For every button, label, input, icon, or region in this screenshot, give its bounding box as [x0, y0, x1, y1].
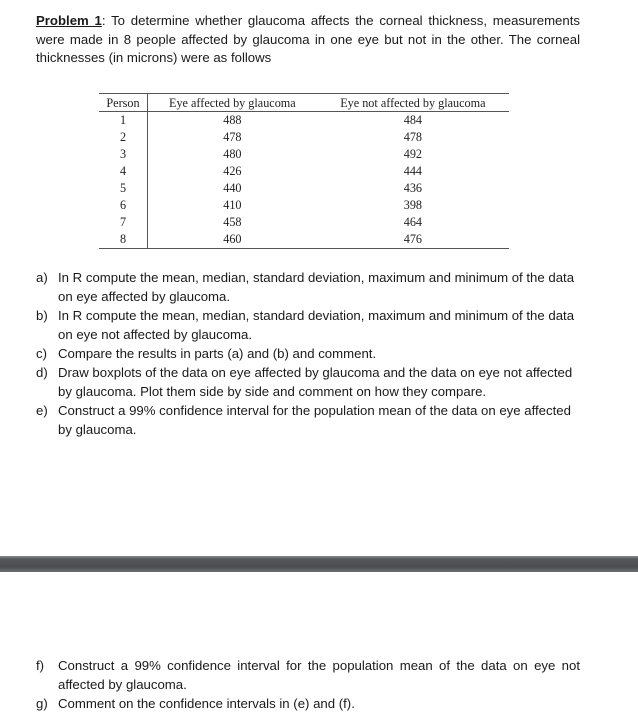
cell-person: 8 — [99, 231, 148, 249]
table-header-row — [99, 94, 509, 112]
question-item — [36, 268, 580, 306]
question-mark: g) — [36, 696, 48, 711]
cell-affected: 410 — [223, 198, 242, 212]
cell-not-affected: 436 — [403, 181, 422, 195]
cell-not-affected: 444 — [403, 164, 422, 178]
cell-affected: 458 — [223, 215, 242, 229]
cell-affected: 460 — [148, 231, 317, 249]
question-mark: e) — [36, 403, 48, 418]
cell-not-affected: 484 — [403, 113, 422, 127]
question-item — [36, 363, 580, 401]
cell-not-affected: 398 — [403, 198, 422, 212]
problem-title: Problem 1 — [36, 13, 102, 28]
question-text: In R compute the mean, median, standard deviation, maximum and minimum of the data on eye affected by glaucoma. — [58, 270, 575, 304]
cell-affected: 478 — [223, 130, 242, 144]
question-list-page-2 — [36, 656, 580, 713]
table-row — [99, 231, 509, 249]
cell-person: 4 — [99, 163, 148, 180]
cell-person: 7 — [99, 214, 148, 231]
cell-person: 5 — [99, 180, 148, 197]
table-row — [99, 129, 509, 146]
thickness-table — [99, 93, 509, 249]
question-item — [36, 656, 580, 694]
cell-person: 1 — [99, 112, 148, 130]
question-item — [36, 306, 580, 344]
cell-person: 2 — [99, 129, 148, 146]
cell-person: 3 — [99, 146, 148, 163]
page-divider — [0, 556, 638, 572]
cell-affected: 488 — [223, 113, 242, 127]
question-item — [36, 694, 580, 713]
question-mark: f) — [36, 658, 45, 673]
question-mark: a) — [36, 270, 48, 285]
cell-not-affected: 478 — [403, 130, 422, 144]
question-text: Construct a 99% confidence interval for the population mean of the data on eye not affected by glaucoma. — [58, 658, 580, 692]
question-list — [36, 268, 580, 439]
table-row — [99, 112, 509, 130]
table-row — [99, 163, 509, 180]
cell-person: 6 — [99, 197, 148, 214]
question-text: Construct a 99% confidence interval for the population mean of the data on eye affected by glaucoma. — [58, 403, 571, 437]
problem-intro-text: : To determine whether glaucoma affects the corneal thickness, measurements were made in 8 people affected by glaucoma in one eye but not in the other. The corneal thicknesses (in microns) were as follows — [36, 13, 580, 66]
question-text: Comment on the confidence intervals in (e) and (f). — [58, 696, 355, 711]
table-row — [99, 214, 509, 231]
question-text: Draw boxplots of the data on eye affected by glaucoma and the data on eye not affected by glaucoma. Plot them side by side and comment on how they compare. — [58, 365, 573, 399]
question-item — [36, 401, 580, 439]
table-row — [99, 180, 509, 197]
question-item — [36, 344, 580, 363]
cell-not-affected: 476 — [317, 231, 509, 249]
question-text: In R compute the mean, median, standard deviation, maximum and minimum of the data on eye not affected by glaucoma. — [58, 308, 575, 342]
cell-not-affected: 464 — [403, 215, 422, 229]
header-not-affected: Eye not affected by glaucoma — [317, 94, 509, 112]
cell-affected: 426 — [223, 164, 242, 178]
cell-affected: 480 — [223, 147, 242, 161]
header-person: Person — [99, 94, 148, 112]
table-row — [99, 146, 509, 163]
cell-affected: 440 — [223, 181, 242, 195]
question-mark: c) — [36, 346, 47, 361]
problem-intro — [36, 12, 580, 68]
question-text: Compare the results in parts (a) and (b) and comment. — [58, 346, 377, 361]
header-affected: Eye affected by glaucoma — [148, 94, 317, 112]
cell-not-affected: 492 — [403, 147, 422, 161]
question-mark: b) — [36, 308, 48, 323]
table-row — [99, 197, 509, 214]
question-mark: d) — [36, 365, 48, 380]
